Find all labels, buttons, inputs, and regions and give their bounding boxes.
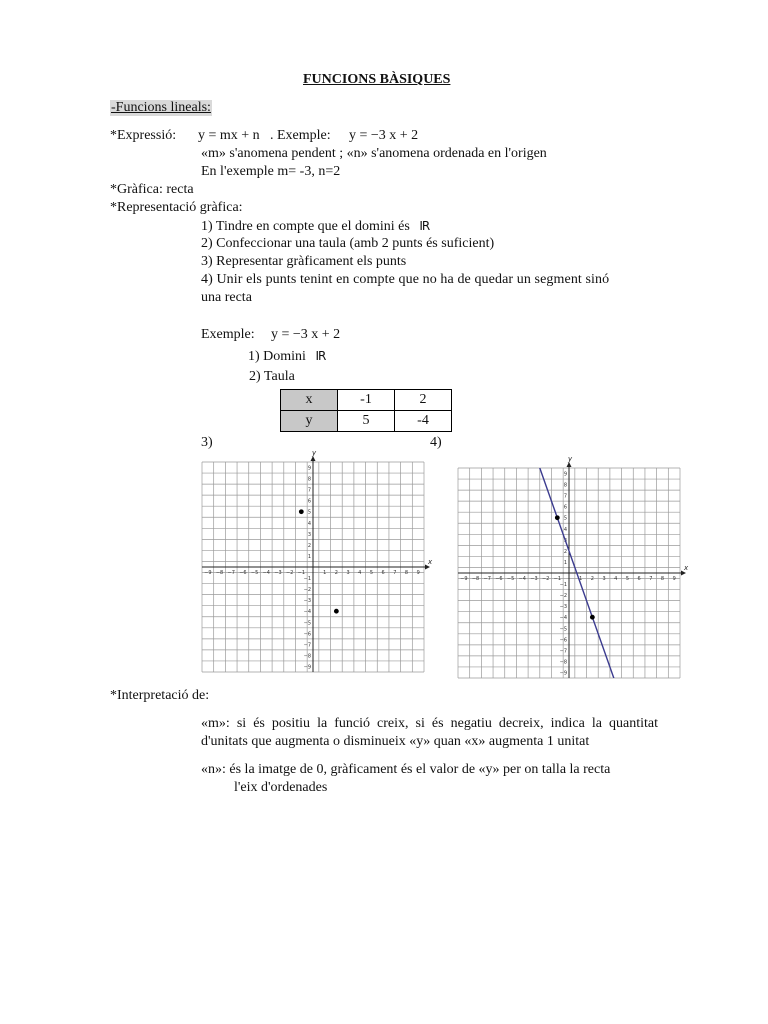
- example-table-label: 2) Taula: [249, 369, 295, 384]
- expression-line3: En l'exemple m= -3, n=2: [201, 164, 341, 179]
- y-tick-label: −4: [559, 615, 567, 622]
- expression-line2: «m» s'anomena pendent ; «n» s'anomena ordenada en l'origen: [201, 146, 547, 161]
- y-tick-label: −6: [559, 637, 567, 644]
- x-tick-label: 2: [334, 570, 338, 576]
- y-tick-label: −9: [303, 664, 311, 671]
- x-tick-label: −4: [262, 570, 270, 576]
- graph-kind: *Gràfica: recta: [110, 182, 194, 197]
- x-tick-label: −1: [297, 570, 306, 576]
- y-tick-label: 5: [307, 509, 311, 516]
- expression-formula: y = mx + n: [198, 128, 260, 143]
- y-axis-label: y: [568, 456, 573, 463]
- y-tick-label: −6: [303, 631, 311, 638]
- representation-step2: 2) Confeccionar una taula (amb 2 punts és suficient): [201, 236, 495, 251]
- y-tick-label: −5: [303, 620, 311, 627]
- graph4-label: 4): [430, 435, 442, 450]
- representation-step4b: una recta: [201, 290, 252, 305]
- x-tick-label: −6: [239, 570, 247, 576]
- interpretation-m: «m»: si és positiu la funció creix, si és negatiu decreix, indica la quantitat d'unitats que augmenta o disminueix «y» quan «x» augmenta 1 unitat: [201, 716, 658, 749]
- y-tick-label: 1: [307, 553, 311, 560]
- graph3-label: 3): [201, 435, 213, 450]
- x-tick-label: 5: [625, 576, 630, 582]
- table-cell: -1: [338, 390, 395, 411]
- x-tick-label: 8: [660, 576, 665, 582]
- representation-step1: [201, 218, 429, 235]
- y-tick-label: −1: [303, 576, 311, 583]
- x-tick-label: 5: [369, 570, 374, 576]
- interpretation-n-line1: «n»: és la imatge de 0, gràficament és el valor de «y» per on talla la recta: [201, 762, 611, 777]
- y-tick-label: 7: [563, 493, 567, 500]
- y-tick-label: −2: [303, 587, 311, 594]
- y-tick-label: 4: [307, 520, 311, 527]
- section-heading: -Funcions lineals:: [111, 100, 211, 115]
- step1-text: 1) Tindre en compte que el domini és: [201, 219, 410, 234]
- coordinate-graph-line: [452, 456, 692, 682]
- x-tick-label: 3: [346, 570, 350, 576]
- x-tick-label: 1: [323, 570, 327, 576]
- table-cell: -4: [395, 411, 452, 432]
- y-tick-label: −2: [559, 593, 567, 600]
- y-tick-label: −8: [559, 659, 567, 666]
- table-cell: x: [281, 390, 338, 411]
- x-tick-label: 1: [579, 576, 583, 582]
- x-tick-label: −7: [227, 570, 235, 576]
- data-point: [334, 609, 339, 614]
- y-tick-label: −7: [303, 642, 311, 649]
- y-tick-label: 7: [307, 487, 311, 494]
- expression-example-label: . Exemple:: [270, 128, 331, 143]
- y-tick-label: −5: [559, 626, 567, 633]
- x-tick-label: −6: [495, 576, 503, 582]
- x-tick-label: −1: [553, 576, 562, 582]
- x-tick-label: −3: [530, 576, 538, 582]
- table-row: [281, 390, 452, 411]
- y-tick-label: 4: [563, 526, 567, 533]
- x-tick-label: −5: [250, 570, 259, 576]
- y-tick-label: −1: [559, 582, 567, 589]
- x-tick-label: 8: [404, 570, 409, 576]
- values-table: [280, 389, 452, 432]
- data-point: [299, 509, 304, 514]
- y-tick-label: 5: [563, 515, 567, 522]
- x-tick-label: −3: [274, 570, 282, 576]
- real-numbers-symbol: IR: [419, 219, 430, 233]
- page-title: FUNCIONS BÀSIQUES: [303, 72, 451, 87]
- y-tick-label: −4: [303, 609, 311, 616]
- x-tick-label: 2: [590, 576, 594, 582]
- y-tick-label: 6: [307, 498, 311, 505]
- y-tick-label: 1: [563, 559, 567, 566]
- x-tick-label: 6: [381, 570, 385, 576]
- x-tick-label: −8: [471, 576, 480, 582]
- x-tick-label: 7: [649, 576, 653, 582]
- representation-step4a: 4) Unir els punts tenint en compte que no ha de quedar un segment sinó: [201, 272, 610, 287]
- expression-example-formula: y = −3 x + 2: [349, 128, 419, 143]
- x-tick-label: −9: [204, 570, 212, 576]
- x-axis-label: x: [428, 558, 433, 566]
- table-cell: 5: [338, 411, 395, 432]
- y-tick-label: −7: [559, 648, 567, 655]
- table-cell: y: [281, 411, 338, 432]
- y-tick-label: 8: [307, 476, 311, 483]
- example-label: Exemple:: [201, 327, 255, 342]
- y-tick-label: 3: [307, 531, 311, 538]
- x-tick-label: −2: [541, 576, 550, 582]
- y-tick-label: 2: [563, 548, 567, 555]
- x-tick-label: −2: [285, 570, 294, 576]
- x-tick-label: 4: [614, 576, 618, 582]
- representation-step3: 3) Representar gràficament els punts: [201, 254, 407, 269]
- y-axis-label: y: [312, 450, 317, 457]
- y-tick-label: −3: [303, 598, 311, 605]
- y-tick-label: 2: [307, 542, 311, 549]
- y-tick-label: 9: [563, 471, 567, 478]
- x-tick-label: −9: [460, 576, 468, 582]
- y-tick-label: −9: [559, 670, 567, 677]
- x-tick-label: 3: [602, 576, 606, 582]
- x-tick-label: 9: [416, 570, 420, 576]
- y-tick-label: 9: [307, 465, 311, 472]
- real-numbers-symbol-2: IR: [315, 349, 326, 363]
- y-tick-label: −3: [559, 604, 567, 611]
- data-point: [555, 515, 560, 520]
- x-tick-label: 7: [393, 570, 397, 576]
- interpretation-label: *Interpretació de:: [110, 688, 210, 703]
- y-tick-label: 8: [563, 482, 567, 489]
- x-axis-label: x: [684, 564, 689, 572]
- x-tick-label: 4: [358, 570, 362, 576]
- expression-label: *Expressió:: [110, 128, 177, 143]
- y-tick-label: −8: [303, 653, 311, 660]
- coordinate-graph-points: [196, 450, 436, 676]
- example-formula: y = −3 x + 2: [271, 327, 341, 342]
- interpretation-n-line2: l'eix d'ordenades: [234, 780, 328, 795]
- table-cell: 2: [395, 390, 452, 411]
- y-tick-label: 6: [563, 504, 567, 511]
- table-row: [281, 411, 452, 432]
- x-tick-label: −7: [483, 576, 491, 582]
- example-domain: [248, 348, 325, 365]
- representation-label: *Representació gràfica:: [110, 200, 243, 215]
- x-tick-label: 9: [672, 576, 676, 582]
- x-tick-label: −8: [215, 570, 224, 576]
- domain-text: 1) Domini: [248, 349, 306, 364]
- data-point: [590, 615, 595, 620]
- x-tick-label: 6: [637, 576, 641, 582]
- x-tick-label: −4: [518, 576, 526, 582]
- x-tick-label: −5: [506, 576, 515, 582]
